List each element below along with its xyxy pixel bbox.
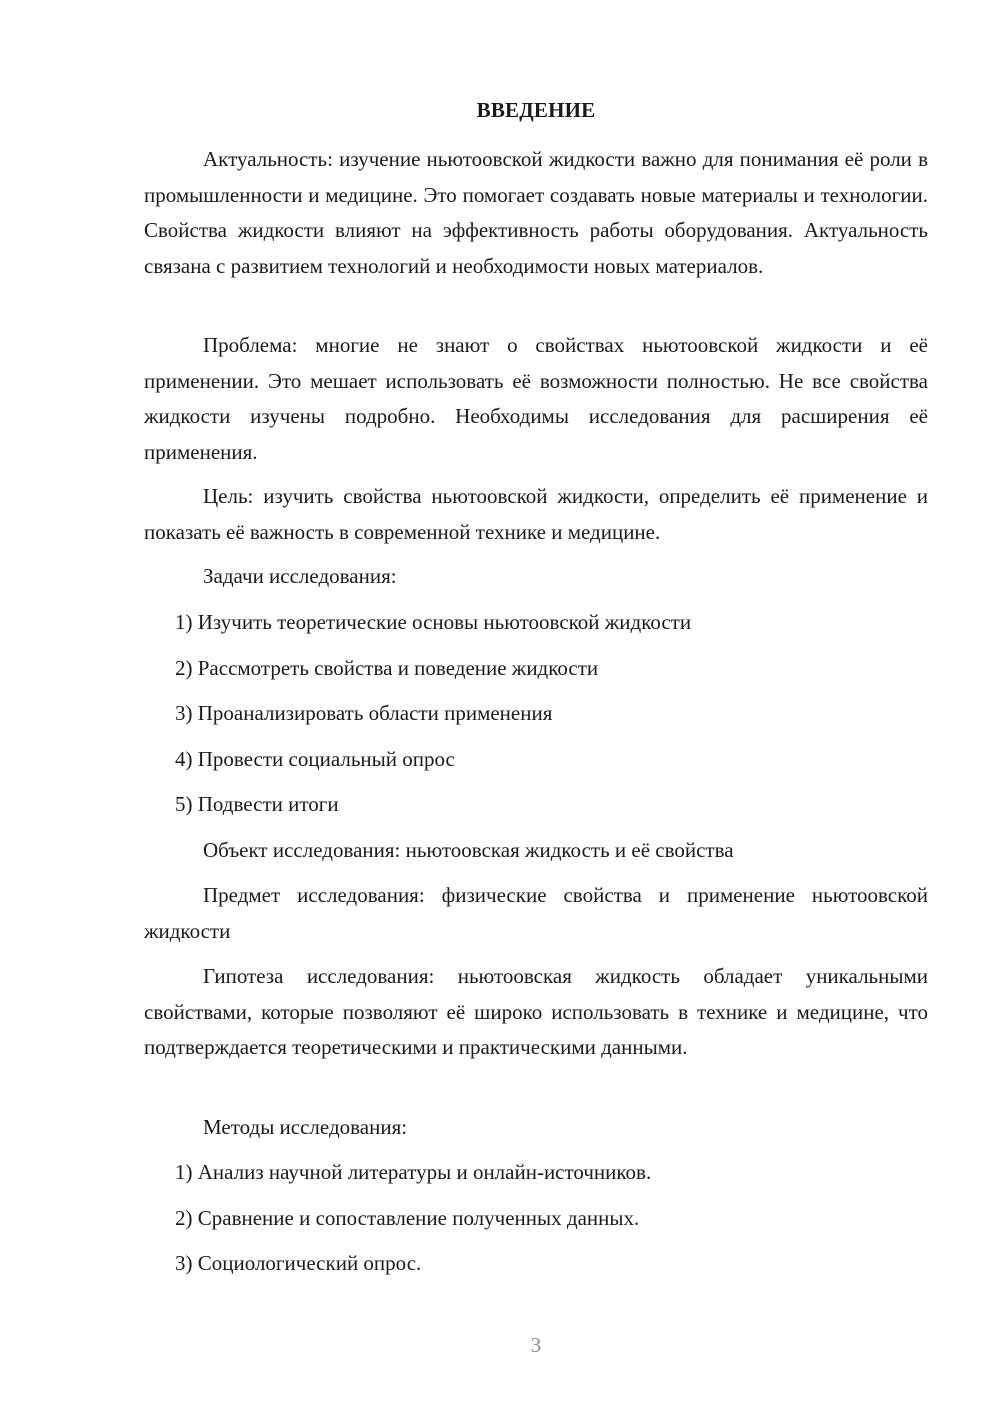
goal-paragraph: Цель: изучить свойства ньютоовской жидкости, определить её применение и показать её важность в современной технике и медицине.: [144, 484, 928, 544]
relevance-paragraph: Актуальность: изучение ньютоовской жидкости важно для понимания её роли в промышленности и медицине. Это помогает создавать новые материалы и технологии. Свойства жидкости влияют на эффективность работы оборудования. Актуальность связана с развитием технологий и необходимости новых материалов.: [144, 147, 928, 278]
page-number: 3: [530, 1333, 542, 1357]
object-paragraph: Объект исследования: ньютоовская жидкость и её свойства: [203, 838, 734, 862]
task-item: 4) Провести социальный опрос: [175, 747, 455, 771]
hypothesis-paragraph: Гипотеза исследования: ньютоовская жидкость обладает уникальными свойствами, которые позволяют её широко использовать в технике и медицине, что подтверждается теоретическими и практическими данными.: [144, 964, 928, 1059]
subject-paragraph: Предмет исследования: физические свойства и применение ньютоовской жидкости: [144, 883, 928, 943]
task-item: 3) Проанализировать области применения: [175, 701, 553, 725]
method-item: 2) Сравнение и сопоставление полученных данных.: [175, 1206, 640, 1230]
page-title: [144, 96, 928, 124]
title-text: ВВЕДЕНИЕ: [476, 98, 596, 122]
task-item: 1) Изучить теоретические основы ньютоовской жидкости: [175, 610, 692, 634]
method-item: 3) Социологический опрос.: [175, 1251, 422, 1275]
task-item: 5) Подвести итоги: [175, 792, 339, 816]
task-item: 2) Рассмотреть свойства и поведение жидкости: [175, 656, 599, 680]
tasks-heading: Задачи исследования:: [203, 564, 397, 588]
problem-paragraph: Проблема: многие не знают о свойствах ньютоовской жидкости и её применении. Это мешает использовать её возможности полностью. Не все свойства жидкости изучены подробно. Необходимы исследования для расширения её применения.: [144, 333, 928, 464]
methods-heading: Методы исследования:: [203, 1115, 408, 1139]
method-item: 1) Анализ научной литературы и онлайн-источников.: [175, 1160, 652, 1184]
